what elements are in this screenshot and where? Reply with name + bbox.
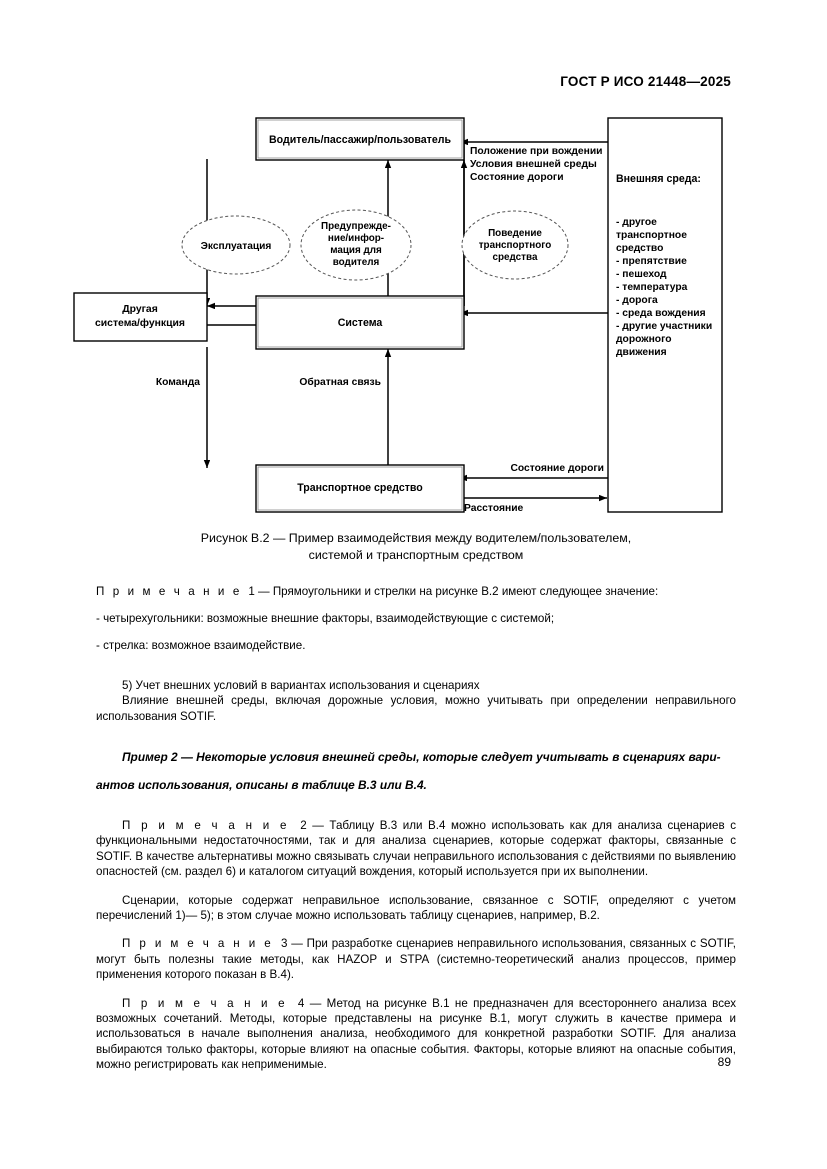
- diagram-env-item-2: средство: [616, 243, 664, 254]
- diagram-arrowlabel-feedback: Обратная связь: [299, 377, 381, 388]
- diagram-arrowlabel-distance: Расстояние: [464, 503, 524, 514]
- note-3-label: П р и м е ч а н и е: [122, 937, 274, 951]
- example-2-line2: антов использования, описаны в таблице В.3 или В.4.: [96, 778, 427, 792]
- diagram-label-other-system-line2: система/функция: [95, 318, 185, 329]
- diagram-ellipse-operation: [182, 216, 290, 274]
- note-1: [96, 584, 736, 599]
- diagram-ellipse-vehicle-behavior: [462, 211, 568, 279]
- diagram-env-item-3: - препятствие: [616, 256, 687, 267]
- diagram-panel-external-environment: [608, 118, 722, 512]
- note-4-number: 4: [297, 996, 305, 1010]
- note-3-text: — При разработке сценариев неправильного использования, связанных с SOTIF, могут быть полезны такие методы, как HAZOP и STPA (системно-теоретический анализ процессов, пример применения которого показан в В.4).: [96, 937, 736, 982]
- note-4-label: П р и м е ч а н и е: [122, 996, 288, 1010]
- note-4-text: — Метод на рисунке В.1 не предназначен для всестороннего анализа всех возможных сочетаний. Методы, которые представлены на рисунке В.1, могут служить в качестве примера и использоваться в начале выполнения анализа, необходимого для конкретной разработки SOTIF. Для анализа выбираются только факторы, которые влияют на опасные события. Факторы, которые влияют на опасные события, можно регистрировать как неприменимые.: [96, 996, 736, 1072]
- paragraph-environment-influence: Влияние внешней среды, включая дорожные условия, можно учитывать при определении неправильного использования SOTIF.: [96, 694, 736, 723]
- diagram-label-other-system-line1: Другая: [122, 304, 158, 315]
- body-text-container: [96, 584, 736, 1073]
- note-3: [96, 936, 736, 982]
- note-1-bullet-0: - четырехугольники: возможные внешние факторы, взаимодействующие с системой;: [96, 612, 555, 625]
- diagram-label-warning-line1: Предупрежде-: [321, 221, 391, 232]
- figure-caption-line1: Рисунок В.2 — Пример взаимодействия между водителем/пользователем,: [200, 531, 632, 545]
- diagram-arrowlabel-command: Команда: [155, 377, 200, 388]
- diagram-label-vehicle: Транспортное средство: [297, 482, 423, 494]
- note-1-label: П р и м е ч а н и е: [96, 585, 242, 598]
- diagram-box-other-system: [74, 293, 207, 341]
- page-number: 89: [717, 1055, 731, 1069]
- figure-b2-diagram: [60, 110, 760, 520]
- note-2-number: 2: [300, 818, 307, 832]
- note-3-number: 3: [280, 937, 288, 951]
- diagram-env-item-8: - другие участники: [616, 321, 713, 332]
- diagram-box-system: [256, 296, 464, 349]
- diagram-env-item-1: транспортное: [616, 230, 687, 241]
- standard-header-title: ГОСТ Р ИСО 21448—2025: [560, 74, 731, 89]
- diagram-env-item-6: - дорога: [616, 295, 658, 306]
- paragraph-scenarios: Сценарии, которые содержат неправильное использование, связанное с SOTIF, определяют с учетом перечислений 1)— 5); в этом случае можно использовать таблицу сценариев, например, В.2.: [96, 893, 736, 922]
- enumeration-item-5: 5) Учет внешних условий в вариантах использования и сценариях: [122, 679, 480, 692]
- note-1-text: — Прямоугольники и стрелки на рисунке В.2 имеют следующее значение:: [258, 585, 659, 598]
- figure-caption-line2: системой и транспортным средством: [308, 548, 524, 562]
- diagram-label-warning-line2: ние/инфор-: [327, 233, 385, 244]
- example-2-line1: Пример 2 — Некоторые условия внешней среды, которые следует учитывать в сценариях вари-: [122, 750, 721, 765]
- diagram-label-warning-line3: мация для: [330, 245, 382, 256]
- diagram-label-environment-title: Внешняя среда:: [616, 173, 701, 185]
- note-2-label: П р и м е ч а н и е: [122, 818, 290, 832]
- diagram-arrowlabel-driving-position: Положение при вождении: [470, 146, 603, 157]
- diagram-label-warning-line4: водителя: [332, 257, 380, 268]
- diagram-env-item-5: - температура: [616, 282, 688, 293]
- diagram-env-item-9: дорожного: [616, 334, 672, 345]
- diagram-label-system: Система: [337, 317, 383, 329]
- diagram-box-driver: [256, 118, 464, 160]
- diagram-label-operation: Эксплуатация: [200, 241, 272, 252]
- diagram-env-item-10: движения: [616, 347, 667, 358]
- diagram-env-item-4: - пешеход: [616, 269, 667, 280]
- diagram-arrowlabel-road-state-bottom: Состояние дороги: [510, 463, 604, 474]
- diagram-env-item-7: - среда вождения: [616, 308, 706, 319]
- note-4: [96, 996, 736, 1073]
- diagram-box-vehicle: [256, 465, 464, 512]
- diagram-env-item-0: - другое: [616, 217, 657, 228]
- note-2-text: — Таблицу В.3 или В.4 можно использовать как для анализа сценариев с функциональными недостаточностями, так и для анализа сценариев, которые содержат факторы, связанные с SOTIF. В качестве альтернативы можно связывать случаи неправильного использования с действиями по выявлению опасностей (см. раздел 6) и каталогом ситуаций вождения, который используется при их выполнении.: [96, 818, 736, 879]
- diagram-label-vehicle-behavior-line2: транспортного: [478, 240, 552, 251]
- note-1-bullet-1: - стрелка: возможное взаимодействие.: [96, 639, 306, 652]
- diagram-label-vehicle-behavior-line1: Поведение: [488, 228, 542, 239]
- diagram-ellipse-driver-warning: [301, 210, 411, 280]
- note-2: [96, 818, 736, 880]
- diagram-arrowlabel-road-state-top: Состояние дороги: [470, 172, 564, 183]
- figure-caption: [96, 530, 736, 564]
- diagram-label-vehicle-behavior-line3: средства: [492, 252, 538, 263]
- diagram-arrowlabel-environment-conditions: Условия внешней среды: [470, 159, 597, 170]
- diagram-label-driver: Водитель/пассажир/пользователь: [269, 134, 451, 146]
- note-1-number: 1: [248, 585, 255, 598]
